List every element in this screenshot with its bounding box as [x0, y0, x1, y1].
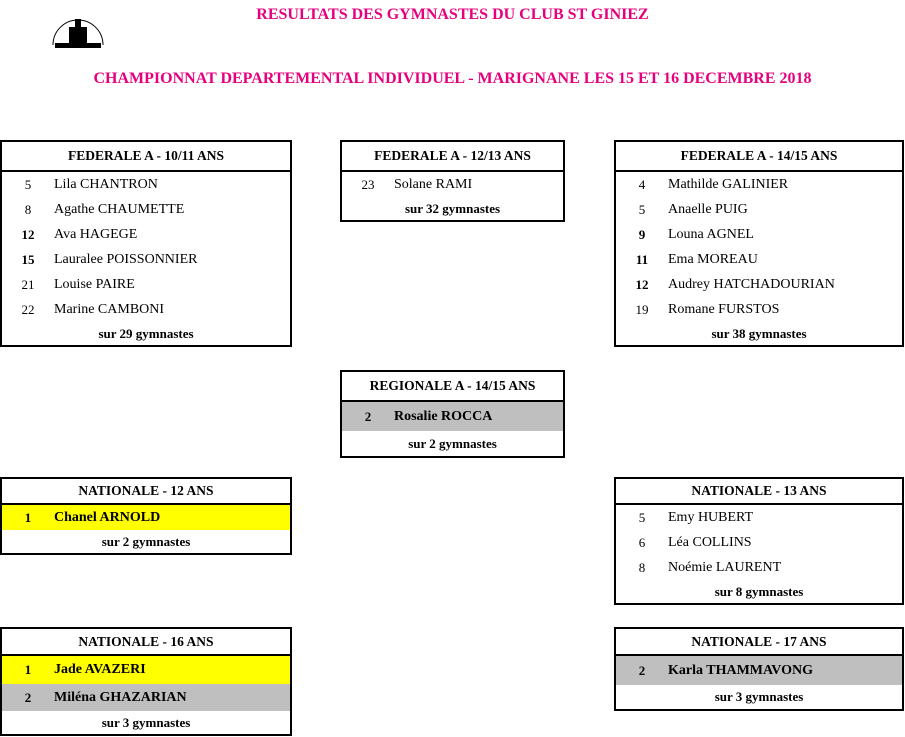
gymnast-name: Audrey HATCHADOURIAN [668, 277, 835, 292]
gymnast-name: Léa COLLINS [668, 535, 752, 550]
category-reg-14-15 [340, 370, 565, 458]
category-title: NATIONALE - 17 ANS [616, 629, 902, 656]
gymnast-name: Agathe CHAUMETTE [54, 202, 185, 217]
category-fed-14-15 [614, 140, 904, 347]
rank: 12 [635, 277, 649, 292]
rank: 5 [24, 177, 32, 192]
result-row [616, 247, 902, 272]
category-title: FEDERALE A - 10/11 ANS [2, 142, 290, 172]
rank: 5 [638, 510, 646, 525]
rank: 2 [24, 690, 32, 705]
rank: 15 [21, 252, 35, 267]
rank: 8 [24, 202, 32, 217]
category-nat-12 [0, 477, 292, 555]
participant-count: sur 38 gymnastes [711, 326, 807, 341]
rank: 23 [361, 177, 375, 192]
gymnast-name: Louise PAIRE [54, 277, 135, 292]
result-row [616, 222, 902, 247]
result-row [616, 656, 902, 685]
category-nat-17 [614, 627, 904, 711]
rank: 2 [364, 409, 372, 424]
page-title: RESULTATS DES GYMNASTES DU CLUB ST GINIEZ [256, 6, 649, 23]
result-row [2, 272, 290, 297]
rank: 1 [24, 662, 32, 677]
result-row [342, 172, 563, 197]
gymnast-name: Chanel ARNOLD [54, 510, 161, 525]
gymnast-name: Mathilde GALINIER [668, 177, 789, 192]
gymnast-name: Solane RAMI [394, 177, 473, 192]
rank: 2 [638, 663, 646, 678]
gymnast-name: Emy HUBERT [668, 510, 754, 525]
result-row [2, 172, 290, 197]
category-fed-12-13 [340, 140, 565, 222]
rank: 9 [638, 227, 646, 242]
gymnast-name: Lauralee POISSONNIER [54, 252, 198, 267]
result-row [2, 684, 290, 711]
gymnast-name: Miléna GHAZARIAN [54, 690, 187, 705]
result-row [616, 172, 902, 197]
participant-count: sur 3 gymnastes [714, 689, 804, 704]
rank: 22 [21, 302, 35, 317]
participant-count: sur 2 gymnastes [408, 436, 497, 451]
result-row [616, 272, 902, 297]
category-fed-10-11 [0, 140, 292, 347]
result-row [616, 297, 902, 322]
rank: 6 [638, 535, 646, 550]
result-row [616, 530, 902, 555]
result-row [2, 656, 290, 684]
category-title: NATIONALE - 12 ANS [2, 479, 290, 505]
page-subtitle: CHAMPIONNAT DEPARTEMENTAL INDIVIDUEL - MARIGNANE LES 15 ET 16 DECEMBRE 2018 [93, 70, 812, 87]
gymnast-name: Marine CAMBONI [54, 302, 165, 317]
result-row [2, 197, 290, 222]
category-nat-13 [614, 477, 904, 605]
category-title: NATIONALE - 13 ANS [616, 479, 902, 505]
rank: 19 [635, 302, 649, 317]
category-title: FEDERALE A - 14/15 ANS [616, 142, 902, 172]
gymnast-name: Romane FURSTOS [668, 302, 780, 317]
rank: 8 [638, 560, 646, 575]
participant-count: sur 29 gymnastes [98, 326, 194, 341]
result-row [616, 555, 902, 580]
gymnast-name: Louna AGNEL [668, 227, 754, 242]
gymnast-name: Ava HAGEGE [54, 227, 138, 242]
participant-count: sur 8 gymnastes [714, 584, 804, 599]
gymnast-name: Jade AVAZERI [54, 662, 146, 677]
rank: 4 [638, 177, 646, 192]
category-nat-16 [0, 627, 292, 736]
rank: 11 [635, 252, 649, 267]
gymnast-name: Noémie LAURENT [668, 560, 782, 575]
rank: 12 [21, 227, 35, 242]
gymnast-name: Rosalie ROCCA [394, 409, 493, 424]
result-row [616, 505, 902, 530]
participant-count: sur 3 gymnastes [101, 715, 191, 730]
result-row [616, 197, 902, 222]
rank: 1 [24, 510, 32, 525]
category-title: REGIONALE A - 14/15 ANS [342, 372, 563, 402]
participant-count: sur 2 gymnastes [101, 534, 191, 549]
rank: 21 [21, 277, 35, 292]
result-row [2, 505, 290, 530]
gymnast-name: Anaelle PUIG [668, 202, 748, 217]
gymnast-name: Ema MOREAU [668, 252, 758, 267]
category-title: NATIONALE - 16 ANS [2, 629, 290, 656]
participant-count: sur 32 gymnastes [404, 201, 501, 216]
gymnast-name: Lila CHANTRON [54, 177, 158, 192]
result-row [342, 402, 563, 431]
result-row [2, 222, 290, 247]
gymnast-name: Karla THAMMAVONG [668, 663, 814, 678]
category-title: FEDERALE A - 12/13 ANS [342, 142, 563, 172]
result-row [2, 297, 290, 322]
rank: 5 [638, 202, 646, 217]
result-row [2, 247, 290, 272]
